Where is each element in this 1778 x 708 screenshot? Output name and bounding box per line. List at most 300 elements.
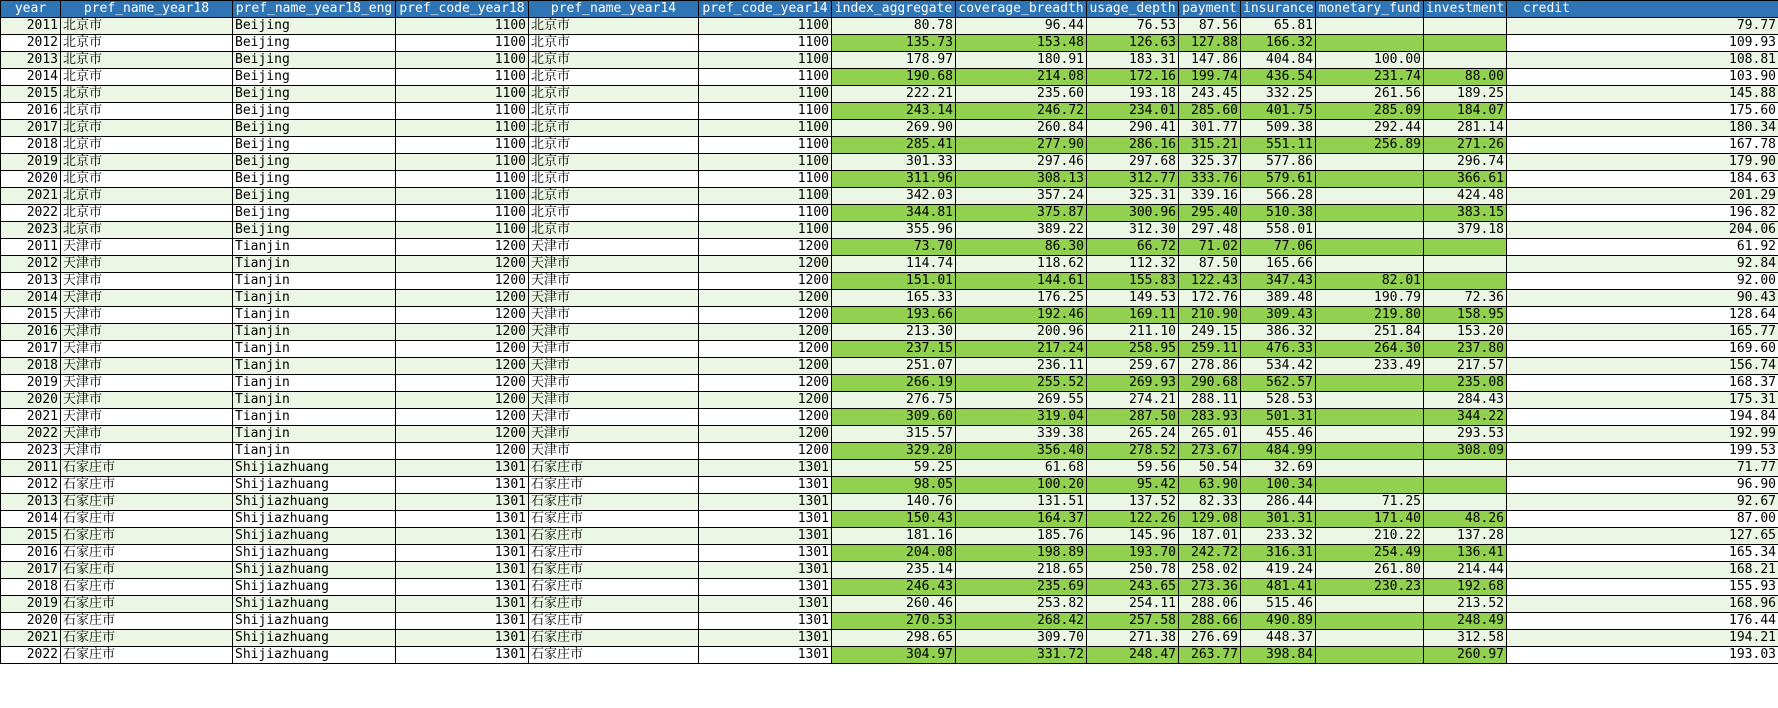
cell-credit[interactable]: 194.84 — [1507, 409, 1778, 426]
cell-monetary-fund[interactable] — [1316, 239, 1424, 256]
cell-year[interactable]: 2013 — [1, 494, 61, 511]
cell-pref-name-year14[interactable]: 北京市 — [529, 222, 699, 239]
cell-pref-name-year18[interactable]: 天津市 — [61, 392, 233, 409]
cell-insurance[interactable]: 404.84 — [1241, 52, 1316, 69]
cell-credit[interactable]: 90.43 — [1507, 290, 1778, 307]
cell-investment[interactable]: 296.74 — [1424, 154, 1507, 171]
cell-credit[interactable]: 96.90 — [1507, 477, 1778, 494]
cell-pref-code-year14[interactable]: 1100 — [699, 154, 832, 171]
cell-usage-depth[interactable]: 248.47 — [1087, 647, 1179, 664]
cell-usage-depth[interactable]: 257.58 — [1087, 613, 1179, 630]
cell-monetary-fund[interactable]: 210.22 — [1316, 528, 1424, 545]
cell-insurance[interactable]: 501.31 — [1241, 409, 1316, 426]
cell-insurance[interactable]: 510.38 — [1241, 205, 1316, 222]
cell-monetary-fund[interactable] — [1316, 18, 1424, 35]
cell-pref-name-year18-eng[interactable]: Shijiazhuang — [233, 596, 396, 613]
cell-pref-code-year18[interactable]: 1100 — [396, 171, 529, 188]
cell-monetary-fund[interactable]: 254.49 — [1316, 545, 1424, 562]
cell-year[interactable]: 2021 — [1, 188, 61, 205]
cell-usage-depth[interactable]: 300.96 — [1087, 205, 1179, 222]
cell-insurance[interactable]: 566.28 — [1241, 188, 1316, 205]
cell-credit[interactable]: 61.92 — [1507, 239, 1778, 256]
cell-pref-name-year18-eng[interactable]: Beijing — [233, 120, 396, 137]
cell-pref-name-year14[interactable]: 北京市 — [529, 171, 699, 188]
cell-monetary-fund[interactable]: 171.40 — [1316, 511, 1424, 528]
cell-pref-code-year14[interactable]: 1200 — [699, 375, 832, 392]
cell-coverage-breadth[interactable]: 255.52 — [956, 375, 1087, 392]
cell-investment[interactable]: 308.09 — [1424, 443, 1507, 460]
cell-pref-code-year14[interactable]: 1100 — [699, 120, 832, 137]
cell-year[interactable]: 2016 — [1, 324, 61, 341]
cell-pref-code-year18[interactable]: 1301 — [396, 477, 529, 494]
cell-pref-code-year14[interactable]: 1200 — [699, 290, 832, 307]
cell-year[interactable]: 2022 — [1, 647, 61, 664]
column-header-insurance[interactable]: insurance — [1241, 1, 1316, 18]
cell-credit[interactable]: 199.53 — [1507, 443, 1778, 460]
cell-payment[interactable]: 71.02 — [1179, 239, 1241, 256]
cell-pref-name-year14[interactable]: 天津市 — [529, 307, 699, 324]
cell-investment[interactable]: 424.48 — [1424, 188, 1507, 205]
column-header-year[interactable]: year — [1, 1, 61, 18]
cell-index-aggregate[interactable]: 315.57 — [832, 426, 956, 443]
cell-investment[interactable]: 153.20 — [1424, 324, 1507, 341]
cell-investment[interactable]: 189.25 — [1424, 86, 1507, 103]
cell-payment[interactable]: 288.66 — [1179, 613, 1241, 630]
cell-year[interactable]: 2012 — [1, 477, 61, 494]
cell-investment[interactable] — [1424, 477, 1507, 494]
cell-monetary-fund[interactable] — [1316, 188, 1424, 205]
cell-pref-code-year14[interactable]: 1200 — [699, 358, 832, 375]
cell-pref-name-year18[interactable]: 北京市 — [61, 188, 233, 205]
cell-pref-name-year18-eng[interactable]: Beijing — [233, 205, 396, 222]
cell-payment[interactable]: 127.88 — [1179, 35, 1241, 52]
cell-year[interactable]: 2023 — [1, 222, 61, 239]
cell-investment[interactable] — [1424, 35, 1507, 52]
cell-pref-name-year18-eng[interactable]: Tianjin — [233, 324, 396, 341]
cell-pref-name-year18-eng[interactable]: Shijiazhuang — [233, 511, 396, 528]
column-header-index-aggregate[interactable]: index_aggregate — [832, 1, 956, 18]
cell-pref-code-year14[interactable]: 1100 — [699, 103, 832, 120]
cell-index-aggregate[interactable]: 276.75 — [832, 392, 956, 409]
cell-pref-code-year18[interactable]: 1301 — [396, 494, 529, 511]
cell-pref-name-year18[interactable]: 天津市 — [61, 375, 233, 392]
cell-pref-name-year18-eng[interactable]: Beijing — [233, 137, 396, 154]
cell-usage-depth[interactable]: 66.72 — [1087, 239, 1179, 256]
cell-pref-name-year18[interactable]: 北京市 — [61, 171, 233, 188]
cell-coverage-breadth[interactable]: 164.37 — [956, 511, 1087, 528]
cell-pref-code-year14[interactable]: 1301 — [699, 579, 832, 596]
cell-year[interactable]: 2018 — [1, 358, 61, 375]
cell-credit[interactable]: 109.93 — [1507, 35, 1778, 52]
cell-payment[interactable]: 290.68 — [1179, 375, 1241, 392]
cell-payment[interactable]: 283.93 — [1179, 409, 1241, 426]
cell-pref-code-year18[interactable]: 1200 — [396, 290, 529, 307]
cell-pref-name-year18-eng[interactable]: Shijiazhuang — [233, 613, 396, 630]
cell-pref-name-year14[interactable]: 北京市 — [529, 69, 699, 86]
cell-credit[interactable]: 193.03 — [1507, 647, 1778, 664]
cell-credit[interactable]: 92.00 — [1507, 273, 1778, 290]
cell-index-aggregate[interactable]: 329.20 — [832, 443, 956, 460]
cell-usage-depth[interactable]: 169.11 — [1087, 307, 1179, 324]
cell-index-aggregate[interactable]: 193.66 — [832, 307, 956, 324]
cell-monetary-fund[interactable] — [1316, 426, 1424, 443]
cell-pref-name-year14[interactable]: 石家庄市 — [529, 477, 699, 494]
cell-payment[interactable]: 187.01 — [1179, 528, 1241, 545]
cell-payment[interactable]: 87.50 — [1179, 256, 1241, 273]
cell-pref-code-year14[interactable]: 1301 — [699, 477, 832, 494]
cell-year[interactable]: 2014 — [1, 69, 61, 86]
cell-index-aggregate[interactable]: 309.60 — [832, 409, 956, 426]
cell-pref-name-year18-eng[interactable]: Beijing — [233, 35, 396, 52]
cell-usage-depth[interactable]: 155.83 — [1087, 273, 1179, 290]
cell-credit[interactable]: 103.90 — [1507, 69, 1778, 86]
cell-coverage-breadth[interactable]: 185.76 — [956, 528, 1087, 545]
cell-pref-code-year14[interactable]: 1200 — [699, 392, 832, 409]
cell-investment[interactable] — [1424, 18, 1507, 35]
cell-pref-code-year18[interactable]: 1200 — [396, 392, 529, 409]
cell-monetary-fund[interactable] — [1316, 205, 1424, 222]
cell-monetary-fund[interactable]: 100.00 — [1316, 52, 1424, 69]
cell-pref-name-year18-eng[interactable]: Beijing — [233, 171, 396, 188]
cell-index-aggregate[interactable]: 135.73 — [832, 35, 956, 52]
cell-coverage-breadth[interactable]: 131.51 — [956, 494, 1087, 511]
cell-index-aggregate[interactable]: 298.65 — [832, 630, 956, 647]
cell-coverage-breadth[interactable]: 356.40 — [956, 443, 1087, 460]
cell-insurance[interactable]: 165.66 — [1241, 256, 1316, 273]
cell-payment[interactable]: 285.60 — [1179, 103, 1241, 120]
cell-credit[interactable]: 175.60 — [1507, 103, 1778, 120]
cell-index-aggregate[interactable]: 222.21 — [832, 86, 956, 103]
cell-index-aggregate[interactable]: 260.46 — [832, 596, 956, 613]
cell-pref-name-year18-eng[interactable]: Shijiazhuang — [233, 562, 396, 579]
cell-year[interactable]: 2011 — [1, 18, 61, 35]
cell-payment[interactable]: 339.16 — [1179, 188, 1241, 205]
column-header-credit[interactable]: credit — [1507, 1, 1778, 18]
cell-pref-name-year14[interactable]: 北京市 — [529, 120, 699, 137]
cell-insurance[interactable]: 286.44 — [1241, 494, 1316, 511]
cell-payment[interactable]: 210.90 — [1179, 307, 1241, 324]
cell-payment[interactable]: 82.33 — [1179, 494, 1241, 511]
cell-credit[interactable]: 168.21 — [1507, 562, 1778, 579]
cell-pref-code-year18[interactable]: 1100 — [396, 103, 529, 120]
cell-pref-name-year14[interactable]: 天津市 — [529, 409, 699, 426]
cell-pref-name-year18-eng[interactable]: Tianjin — [233, 273, 396, 290]
cell-investment[interactable]: 158.95 — [1424, 307, 1507, 324]
cell-year[interactable]: 2011 — [1, 239, 61, 256]
cell-index-aggregate[interactable]: 266.19 — [832, 375, 956, 392]
cell-payment[interactable]: 333.76 — [1179, 171, 1241, 188]
cell-pref-name-year18-eng[interactable]: Beijing — [233, 222, 396, 239]
cell-pref-name-year14[interactable]: 石家庄市 — [529, 579, 699, 596]
cell-credit[interactable]: 87.00 — [1507, 511, 1778, 528]
cell-monetary-fund[interactable]: 251.84 — [1316, 324, 1424, 341]
cell-usage-depth[interactable]: 271.38 — [1087, 630, 1179, 647]
cell-coverage-breadth[interactable]: 246.72 — [956, 103, 1087, 120]
cell-investment[interactable]: 137.28 — [1424, 528, 1507, 545]
cell-insurance[interactable]: 65.81 — [1241, 18, 1316, 35]
cell-credit[interactable]: 167.78 — [1507, 137, 1778, 154]
cell-pref-code-year14[interactable]: 1200 — [699, 341, 832, 358]
cell-insurance[interactable]: 509.38 — [1241, 120, 1316, 137]
cell-usage-depth[interactable]: 193.18 — [1087, 86, 1179, 103]
cell-usage-depth[interactable]: 211.10 — [1087, 324, 1179, 341]
cell-payment[interactable]: 265.01 — [1179, 426, 1241, 443]
cell-pref-code-year14[interactable]: 1100 — [699, 18, 832, 35]
cell-pref-code-year14[interactable]: 1301 — [699, 545, 832, 562]
cell-pref-name-year18-eng[interactable]: Tianjin — [233, 409, 396, 426]
cell-investment[interactable]: 344.22 — [1424, 409, 1507, 426]
cell-usage-depth[interactable]: 145.96 — [1087, 528, 1179, 545]
cell-pref-code-year18[interactable]: 1100 — [396, 86, 529, 103]
cell-investment[interactable] — [1424, 494, 1507, 511]
column-header-pref-code-year14[interactable]: pref_code_year14 — [699, 1, 832, 18]
cell-investment[interactable] — [1424, 52, 1507, 69]
cell-monetary-fund[interactable]: 261.56 — [1316, 86, 1424, 103]
cell-pref-code-year14[interactable]: 1100 — [699, 137, 832, 154]
cell-pref-code-year18[interactable]: 1200 — [396, 256, 529, 273]
cell-coverage-breadth[interactable]: 236.11 — [956, 358, 1087, 375]
cell-usage-depth[interactable]: 274.21 — [1087, 392, 1179, 409]
cell-pref-name-year18[interactable]: 北京市 — [61, 52, 233, 69]
cell-pref-name-year14[interactable]: 石家庄市 — [529, 494, 699, 511]
cell-year[interactable]: 2020 — [1, 392, 61, 409]
cell-insurance[interactable]: 77.06 — [1241, 239, 1316, 256]
cell-usage-depth[interactable]: 312.77 — [1087, 171, 1179, 188]
cell-pref-name-year18-eng[interactable]: Shijiazhuang — [233, 477, 396, 494]
cell-usage-depth[interactable]: 250.78 — [1087, 562, 1179, 579]
cell-insurance[interactable]: 528.53 — [1241, 392, 1316, 409]
cell-year[interactable]: 2015 — [1, 86, 61, 103]
cell-pref-name-year18-eng[interactable]: Tianjin — [233, 341, 396, 358]
cell-pref-code-year14[interactable]: 1200 — [699, 426, 832, 443]
cell-year[interactable]: 2021 — [1, 630, 61, 647]
cell-pref-name-year18[interactable]: 石家庄市 — [61, 460, 233, 477]
cell-pref-name-year14[interactable]: 天津市 — [529, 324, 699, 341]
cell-index-aggregate[interactable]: 311.96 — [832, 171, 956, 188]
cell-investment[interactable]: 293.53 — [1424, 426, 1507, 443]
cell-coverage-breadth[interactable]: 235.69 — [956, 579, 1087, 596]
cell-insurance[interactable]: 301.31 — [1241, 511, 1316, 528]
cell-pref-code-year18[interactable]: 1200 — [396, 273, 529, 290]
cell-pref-name-year18[interactable]: 北京市 — [61, 137, 233, 154]
cell-coverage-breadth[interactable]: 96.44 — [956, 18, 1087, 35]
cell-coverage-breadth[interactable]: 269.55 — [956, 392, 1087, 409]
cell-year[interactable]: 2018 — [1, 137, 61, 154]
cell-monetary-fund[interactable]: 219.80 — [1316, 307, 1424, 324]
cell-year[interactable]: 2016 — [1, 545, 61, 562]
cell-pref-name-year18[interactable]: 北京市 — [61, 222, 233, 239]
cell-pref-name-year18[interactable]: 天津市 — [61, 256, 233, 273]
cell-insurance[interactable]: 316.31 — [1241, 545, 1316, 562]
cell-usage-depth[interactable]: 193.70 — [1087, 545, 1179, 562]
cell-pref-code-year18[interactable]: 1100 — [396, 222, 529, 239]
cell-insurance[interactable]: 490.89 — [1241, 613, 1316, 630]
cell-index-aggregate[interactable]: 150.43 — [832, 511, 956, 528]
cell-usage-depth[interactable]: 265.24 — [1087, 426, 1179, 443]
cell-insurance[interactable]: 515.46 — [1241, 596, 1316, 613]
cell-pref-code-year14[interactable]: 1100 — [699, 35, 832, 52]
cell-insurance[interactable]: 534.42 — [1241, 358, 1316, 375]
cell-credit[interactable]: 184.63 — [1507, 171, 1778, 188]
cell-pref-code-year18[interactable]: 1200 — [396, 375, 529, 392]
cell-year[interactable]: 2015 — [1, 307, 61, 324]
cell-investment[interactable] — [1424, 256, 1507, 273]
cell-index-aggregate[interactable]: 344.81 — [832, 205, 956, 222]
cell-pref-name-year18-eng[interactable]: Shijiazhuang — [233, 647, 396, 664]
cell-pref-name-year18[interactable]: 天津市 — [61, 324, 233, 341]
cell-coverage-breadth[interactable]: 389.22 — [956, 222, 1087, 239]
cell-usage-depth[interactable]: 126.63 — [1087, 35, 1179, 52]
cell-credit[interactable]: 179.90 — [1507, 154, 1778, 171]
cell-index-aggregate[interactable]: 213.30 — [832, 324, 956, 341]
cell-pref-code-year18[interactable]: 1100 — [396, 35, 529, 52]
cell-pref-code-year14[interactable]: 1301 — [699, 562, 832, 579]
cell-insurance[interactable]: 32.69 — [1241, 460, 1316, 477]
cell-insurance[interactable]: 309.43 — [1241, 307, 1316, 324]
cell-index-aggregate[interactable]: 355.96 — [832, 222, 956, 239]
cell-monetary-fund[interactable]: 233.49 — [1316, 358, 1424, 375]
cell-index-aggregate[interactable]: 246.43 — [832, 579, 956, 596]
cell-pref-name-year18-eng[interactable]: Beijing — [233, 86, 396, 103]
cell-usage-depth[interactable]: 287.50 — [1087, 409, 1179, 426]
cell-pref-code-year14[interactable]: 1301 — [699, 630, 832, 647]
cell-usage-depth[interactable]: 278.52 — [1087, 443, 1179, 460]
cell-monetary-fund[interactable]: 82.01 — [1316, 273, 1424, 290]
cell-monetary-fund[interactable]: 264.30 — [1316, 341, 1424, 358]
cell-index-aggregate[interactable]: 190.68 — [832, 69, 956, 86]
cell-investment[interactable]: 281.14 — [1424, 120, 1507, 137]
cell-index-aggregate[interactable]: 304.97 — [832, 647, 956, 664]
cell-credit[interactable]: 168.96 — [1507, 596, 1778, 613]
cell-insurance[interactable]: 551.11 — [1241, 137, 1316, 154]
cell-pref-code-year18[interactable]: 1100 — [396, 205, 529, 222]
cell-pref-name-year14[interactable]: 天津市 — [529, 290, 699, 307]
cell-monetary-fund[interactable]: 292.44 — [1316, 120, 1424, 137]
cell-pref-name-year18[interactable]: 石家庄市 — [61, 630, 233, 647]
cell-pref-name-year18-eng[interactable]: Tianjin — [233, 358, 396, 375]
cell-pref-name-year18-eng[interactable]: Tianjin — [233, 256, 396, 273]
cell-usage-depth[interactable]: 312.30 — [1087, 222, 1179, 239]
cell-pref-name-year18[interactable]: 天津市 — [61, 426, 233, 443]
cell-pref-name-year18[interactable]: 北京市 — [61, 35, 233, 52]
cell-pref-code-year18[interactable]: 1301 — [396, 528, 529, 545]
cell-pref-code-year14[interactable]: 1200 — [699, 307, 832, 324]
cell-year[interactable]: 2020 — [1, 613, 61, 630]
cell-monetary-fund[interactable] — [1316, 256, 1424, 273]
cell-pref-name-year18[interactable]: 石家庄市 — [61, 596, 233, 613]
cell-payment[interactable]: 288.11 — [1179, 392, 1241, 409]
cell-investment[interactable]: 136.41 — [1424, 545, 1507, 562]
cell-pref-name-year14[interactable]: 石家庄市 — [529, 511, 699, 528]
cell-index-aggregate[interactable]: 165.33 — [832, 290, 956, 307]
cell-coverage-breadth[interactable]: 180.91 — [956, 52, 1087, 69]
cell-coverage-breadth[interactable]: 100.20 — [956, 477, 1087, 494]
cell-index-aggregate[interactable]: 270.53 — [832, 613, 956, 630]
cell-credit[interactable]: 168.37 — [1507, 375, 1778, 392]
cell-monetary-fund[interactable] — [1316, 35, 1424, 52]
cell-index-aggregate[interactable]: 342.03 — [832, 188, 956, 205]
cell-pref-name-year14[interactable]: 天津市 — [529, 358, 699, 375]
cell-credit[interactable]: 196.82 — [1507, 205, 1778, 222]
cell-pref-code-year18[interactable]: 1200 — [396, 409, 529, 426]
cell-year[interactable]: 2022 — [1, 205, 61, 222]
cell-pref-name-year14[interactable]: 北京市 — [529, 18, 699, 35]
cell-pref-name-year14[interactable]: 北京市 — [529, 154, 699, 171]
cell-payment[interactable]: 295.40 — [1179, 205, 1241, 222]
cell-pref-code-year18[interactable]: 1301 — [396, 579, 529, 596]
cell-pref-name-year14[interactable]: 天津市 — [529, 239, 699, 256]
cell-pref-code-year18[interactable]: 1301 — [396, 562, 529, 579]
cell-pref-code-year14[interactable]: 1200 — [699, 239, 832, 256]
cell-pref-name-year18[interactable]: 北京市 — [61, 18, 233, 35]
cell-pref-code-year14[interactable]: 1100 — [699, 69, 832, 86]
cell-pref-code-year14[interactable]: 1200 — [699, 256, 832, 273]
cell-pref-name-year18-eng[interactable]: Tianjin — [233, 239, 396, 256]
cell-coverage-breadth[interactable]: 61.68 — [956, 460, 1087, 477]
cell-pref-name-year18-eng[interactable]: Beijing — [233, 69, 396, 86]
cell-year[interactable]: 2019 — [1, 375, 61, 392]
cell-investment[interactable]: 284.43 — [1424, 392, 1507, 409]
cell-insurance[interactable]: 233.32 — [1241, 528, 1316, 545]
column-header-payment[interactable]: payment — [1179, 1, 1241, 18]
cell-pref-name-year14[interactable]: 天津市 — [529, 443, 699, 460]
cell-pref-name-year18[interactable]: 天津市 — [61, 443, 233, 460]
cell-credit[interactable]: 156.74 — [1507, 358, 1778, 375]
cell-coverage-breadth[interactable]: 118.62 — [956, 256, 1087, 273]
cell-usage-depth[interactable]: 183.31 — [1087, 52, 1179, 69]
cell-credit[interactable]: 92.84 — [1507, 256, 1778, 273]
cell-pref-name-year14[interactable]: 石家庄市 — [529, 528, 699, 545]
cell-index-aggregate[interactable]: 301.33 — [832, 154, 956, 171]
cell-investment[interactable]: 312.58 — [1424, 630, 1507, 647]
cell-insurance[interactable]: 332.25 — [1241, 86, 1316, 103]
cell-investment[interactable]: 235.08 — [1424, 375, 1507, 392]
cell-monetary-fund[interactable] — [1316, 443, 1424, 460]
cell-pref-code-year18[interactable]: 1100 — [396, 188, 529, 205]
cell-year[interactable]: 2020 — [1, 171, 61, 188]
cell-payment[interactable]: 242.72 — [1179, 545, 1241, 562]
cell-index-aggregate[interactable]: 251.07 — [832, 358, 956, 375]
cell-pref-name-year14[interactable]: 天津市 — [529, 375, 699, 392]
cell-monetary-fund[interactable]: 256.89 — [1316, 137, 1424, 154]
cell-coverage-breadth[interactable]: 260.84 — [956, 120, 1087, 137]
cell-pref-name-year18[interactable]: 石家庄市 — [61, 579, 233, 596]
cell-pref-name-year18-eng[interactable]: Beijing — [233, 154, 396, 171]
cell-index-aggregate[interactable]: 237.15 — [832, 341, 956, 358]
column-header-pref-code-year18[interactable]: pref_code_year18 — [396, 1, 529, 18]
cell-pref-code-year14[interactable]: 1100 — [699, 52, 832, 69]
cell-pref-code-year18[interactable]: 1200 — [396, 443, 529, 460]
cell-pref-name-year18[interactable]: 北京市 — [61, 205, 233, 222]
cell-payment[interactable]: 258.02 — [1179, 562, 1241, 579]
cell-monetary-fund[interactable] — [1316, 409, 1424, 426]
cell-pref-name-year18[interactable]: 石家庄市 — [61, 613, 233, 630]
cell-pref-name-year14[interactable]: 北京市 — [529, 188, 699, 205]
cell-pref-name-year14[interactable]: 北京市 — [529, 205, 699, 222]
cell-investment[interactable]: 271.26 — [1424, 137, 1507, 154]
cell-pref-name-year18[interactable]: 天津市 — [61, 341, 233, 358]
cell-credit[interactable]: 175.31 — [1507, 392, 1778, 409]
cell-pref-code-year18[interactable]: 1200 — [396, 324, 529, 341]
cell-usage-depth[interactable]: 259.67 — [1087, 358, 1179, 375]
cell-insurance[interactable]: 484.99 — [1241, 443, 1316, 460]
cell-investment[interactable]: 217.57 — [1424, 358, 1507, 375]
cell-pref-name-year14[interactable]: 天津市 — [529, 256, 699, 273]
cell-usage-depth[interactable]: 254.11 — [1087, 596, 1179, 613]
cell-pref-code-year14[interactable]: 1301 — [699, 511, 832, 528]
cell-index-aggregate[interactable]: 243.14 — [832, 103, 956, 120]
cell-coverage-breadth[interactable]: 144.61 — [956, 273, 1087, 290]
